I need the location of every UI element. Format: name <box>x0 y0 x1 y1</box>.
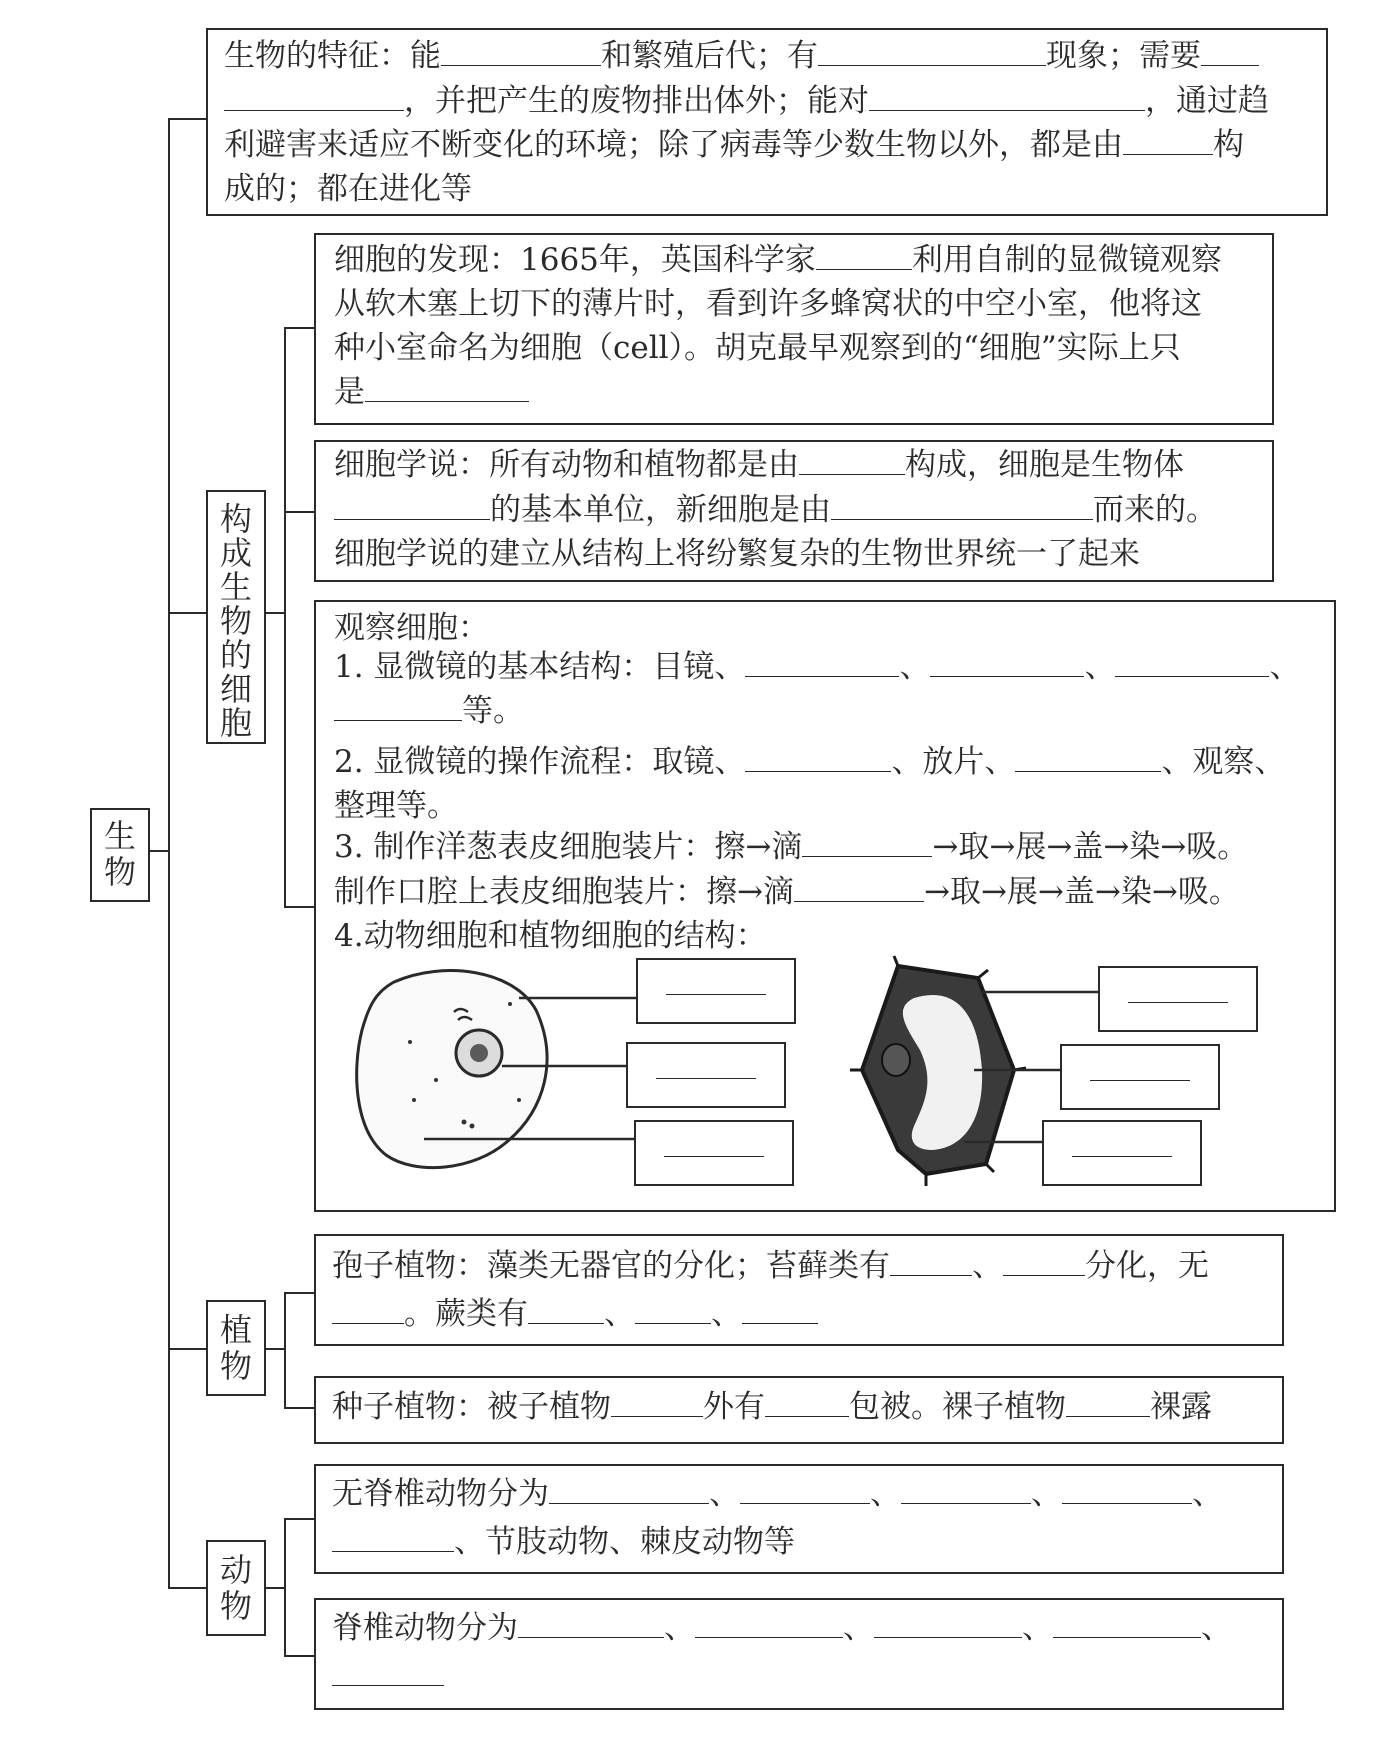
connector-vert <box>284 1655 314 1657</box>
theory-text-5: 细胞学说的建立从结构上将纷繁复杂的生物世界统一了起来 <box>334 536 1140 572</box>
separator: 、 <box>870 1476 901 1512</box>
features-text-1: 生物的特征：能 <box>224 38 441 74</box>
discovery-line-1 <box>334 238 1222 283</box>
blank[interactable] <box>1115 646 1269 677</box>
blank[interactable] <box>635 1293 711 1324</box>
plants-label-text: 植物 <box>219 1311 252 1385</box>
features-line-4 <box>224 167 472 212</box>
blank[interactable] <box>1123 124 1213 155</box>
blank[interactable] <box>441 35 601 66</box>
spore-line-1 <box>332 1244 1209 1289</box>
animal-label-box-3[interactable] <box>634 1120 794 1186</box>
features-text-5: ，通过趋 <box>1145 83 1269 119</box>
animals-label-text: 动物 <box>219 1551 252 1625</box>
blank[interactable] <box>818 35 1046 66</box>
separator: 、 <box>709 1476 740 1512</box>
observe-text-2b: 整理等。 <box>334 788 458 824</box>
features-line-3 <box>224 123 1244 168</box>
plant-label-box-1[interactable] <box>1098 966 1258 1032</box>
connector-theory <box>284 511 314 513</box>
blank[interactable] <box>334 690 462 721</box>
blank[interactable] <box>802 826 932 857</box>
connector-root <box>148 850 170 852</box>
observe-text-2-end: 、观察、 <box>1161 744 1286 780</box>
discovery-text-4: 种小室命名为细胞（cell）。胡克最早观察到的“细胞”实际上只 <box>334 330 1181 366</box>
invert-line-2 <box>332 1520 795 1565</box>
seed-line <box>332 1385 1212 1430</box>
plants-label <box>206 1300 266 1396</box>
blank[interactable] <box>742 1293 818 1324</box>
blank[interactable] <box>765 1386 849 1417</box>
spore-text-1: 孢子植物：藻类无器官的分化；苔藓类有 <box>332 1248 890 1284</box>
observe-text-3b-end: →取→展→盖→染→吸。 <box>923 874 1240 910</box>
blank[interactable] <box>549 1473 709 1504</box>
cell-section-label-text: 构成生物的细胞 <box>219 500 252 742</box>
discovery-text-3: 从软木塞上切下的薄片时，看到许多蜂窝状的中空小室，他将这 <box>334 286 1202 322</box>
separator: 、 <box>972 1248 1003 1284</box>
observe-text-2-mid: 、放片、 <box>891 744 1016 780</box>
observe-line-2 <box>334 740 1285 785</box>
plant-label-box-2[interactable] <box>1060 1044 1220 1110</box>
separator: 、 <box>1269 649 1301 685</box>
observe-text-3a-end: →取→展→盖→染→吸。 <box>932 829 1249 865</box>
animals-label <box>206 1540 266 1636</box>
vert-line-2 <box>332 1654 444 1699</box>
seed-text-4: 裸露 <box>1150 1389 1212 1425</box>
separator: 、 <box>604 1296 635 1332</box>
blank[interactable] <box>901 1473 1031 1504</box>
blank[interactable] <box>224 80 404 111</box>
connector-cells <box>168 612 206 614</box>
blank[interactable] <box>1015 741 1161 772</box>
theory-text-3: 的基本单位，新细胞是由 <box>490 492 831 528</box>
connector-cells-vertical <box>284 327 286 906</box>
connector-features <box>168 118 206 120</box>
features-text-8: 成的；都在进化等 <box>224 171 472 207</box>
connector-main-vertical <box>168 118 170 1587</box>
features-line-2 <box>224 79 1269 124</box>
separator: 、 <box>664 1610 695 1646</box>
separator: 、 <box>1192 1476 1223 1512</box>
blank[interactable] <box>1003 1245 1085 1276</box>
root-label <box>90 808 150 902</box>
animal-label-box-2[interactable] <box>626 1042 786 1108</box>
seed-text-1: 种子植物：被子植物 <box>332 1389 611 1425</box>
spore-line-2 <box>332 1292 818 1337</box>
invert-text-1: 无脊椎动物分为 <box>332 1476 549 1512</box>
observe-text-3b: 制作口腔上表皮细胞装片：擦→滴 <box>334 874 794 910</box>
discovery-text-5: 是 <box>334 374 365 410</box>
blank[interactable] <box>1053 1607 1201 1638</box>
connector-animals-stub <box>266 1587 286 1589</box>
features-text-3: 现象；需要 <box>1046 38 1201 74</box>
separator: 、 <box>1084 649 1116 685</box>
separator: 、 <box>899 649 931 685</box>
seed-text-3: 包被。裸子植物 <box>849 1389 1066 1425</box>
blank[interactable] <box>740 1473 870 1504</box>
blank[interactable] <box>1062 1473 1192 1504</box>
discovery-line-3 <box>334 326 1181 371</box>
blank[interactable] <box>745 646 899 677</box>
theory-text-1: 细胞学说：所有动物和植物都是由 <box>334 447 799 483</box>
discovery-text-2: 利用自制的显微镜观察 <box>911 242 1222 278</box>
invert-line-1 <box>332 1472 1223 1517</box>
blank[interactable] <box>695 1607 843 1638</box>
theory-line-1 <box>334 443 1184 488</box>
theory-text-2: 构成，细胞是生物体 <box>905 447 1184 483</box>
vert-text-1: 脊椎动物分为 <box>332 1610 518 1646</box>
separator: 、 <box>1201 1610 1232 1646</box>
theory-text-4: 而来的。 <box>1093 492 1217 528</box>
connector-plants-stub <box>266 1348 286 1350</box>
blank[interactable] <box>1201 35 1259 66</box>
connector-animals <box>168 1587 206 1589</box>
cell-section-label <box>206 490 266 744</box>
theory-line-3 <box>334 532 1140 577</box>
invert-text-2: 、节肢动物、棘皮动物等 <box>454 1524 795 1560</box>
observe-line-1b <box>334 689 524 734</box>
connector-plants <box>168 1348 206 1350</box>
connector-observe <box>284 906 314 908</box>
observe-text-2: 2. 显微镜的操作流程：取镜、 <box>334 744 746 780</box>
discovery-line-4 <box>334 370 529 415</box>
blank[interactable] <box>365 371 529 402</box>
blank[interactable] <box>874 1607 1022 1638</box>
observe-line-3a <box>334 825 1248 870</box>
separator: 、 <box>1031 1476 1062 1512</box>
spore-text-3: 分化，无 <box>1085 1248 1209 1284</box>
blank[interactable] <box>890 1245 972 1276</box>
observe-line-1 <box>334 645 1300 690</box>
theory-line-2 <box>334 488 1217 533</box>
discovery-line-2 <box>334 282 1202 327</box>
blank[interactable] <box>831 489 1093 520</box>
blank[interactable] <box>794 871 924 902</box>
discovery-text-1: 细胞的发现：1665年，英国科学家 <box>334 242 816 278</box>
observe-title-text: 观察细胞： <box>334 610 489 646</box>
features-text-4: ，并把产生的废物排出体外；能对 <box>404 83 869 119</box>
blank[interactable] <box>528 1293 604 1324</box>
separator: 、 <box>843 1610 874 1646</box>
observe-line-3b <box>334 870 1240 915</box>
plant-label-box-3[interactable] <box>1042 1120 1202 1186</box>
blank[interactable] <box>816 239 912 270</box>
features-line-1 <box>224 34 1259 79</box>
connector-seed <box>284 1407 314 1409</box>
seed-text-2: 外有 <box>703 1389 765 1425</box>
blank[interactable] <box>332 1521 454 1552</box>
observe-text-1: 1. 显微镜的基本结构：目镜、 <box>334 649 746 685</box>
blank[interactable] <box>799 444 905 475</box>
connector-spore <box>284 1292 314 1294</box>
observe-line-2b <box>334 784 458 829</box>
blank[interactable] <box>332 1655 444 1686</box>
observe-text-1-end: 等。 <box>462 693 524 729</box>
blank[interactable] <box>869 80 1145 111</box>
connector-plants-vertical <box>284 1292 286 1408</box>
observe-text-3a: 3. 制作洋葱表皮细胞装片：擦→滴 <box>334 829 803 865</box>
features-text-2: 和繁殖后代；有 <box>601 38 818 74</box>
separator: 、 <box>1022 1610 1053 1646</box>
blank[interactable] <box>334 489 490 520</box>
observe-text-4: 4.动物细胞和植物细胞的结构： <box>334 918 767 954</box>
blank[interactable] <box>332 1293 404 1324</box>
connector-invert <box>284 1518 314 1520</box>
spore-text-4: 。蕨类有 <box>404 1296 528 1332</box>
blank[interactable] <box>930 646 1084 677</box>
connector-discovery <box>284 327 314 329</box>
connector-cells-stub <box>266 612 286 614</box>
root-label-text: 生物 <box>103 817 136 891</box>
blank[interactable] <box>1066 1386 1150 1417</box>
features-text-7: 构 <box>1213 127 1244 163</box>
vert-line-1 <box>332 1606 1232 1651</box>
separator: 、 <box>711 1296 742 1332</box>
animal-label-box-1[interactable] <box>636 958 796 1024</box>
blank[interactable] <box>518 1607 664 1638</box>
blank[interactable] <box>611 1386 703 1417</box>
features-text-6: 利避害来适应不断变化的环境；除了病毒等少数生物以外，都是由 <box>224 127 1123 163</box>
blank[interactable] <box>745 741 891 772</box>
